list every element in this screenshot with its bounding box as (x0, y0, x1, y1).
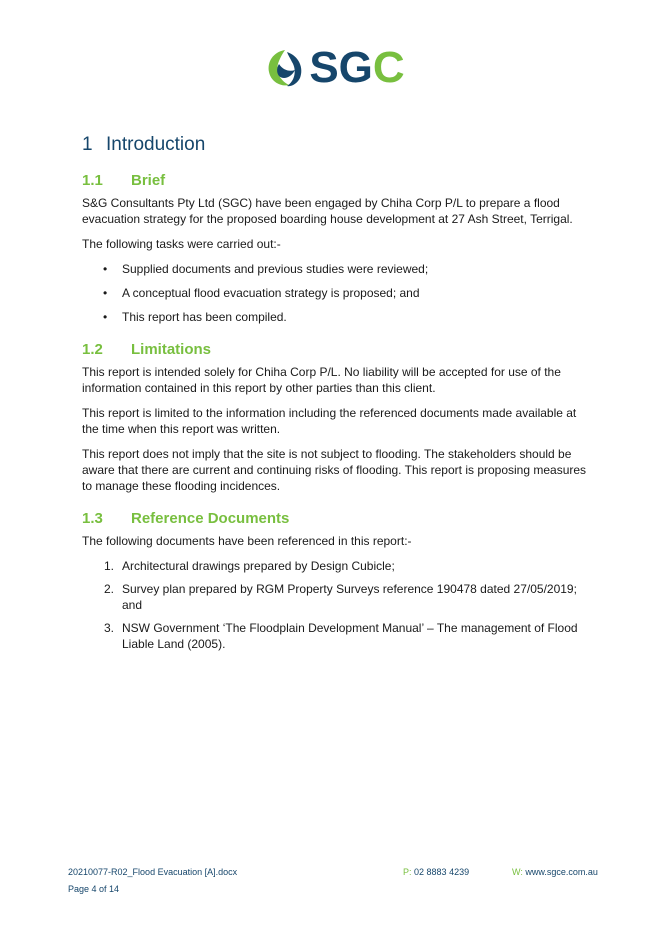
heading-introduction: 1 Introduction (82, 134, 206, 155)
brief-paragraph-1: S&G Consultants Pty Ltd (SGC) have been engaged by Chiha Corp P/L to prepare a flood evacuation strategy for the proposed boarding house development at 27 Ash Street, Terrigal. (82, 196, 573, 226)
list-item: 1. Architectural drawings prepared by Design Cubicle; (104, 559, 395, 573)
footer-phone: P: 02 8883 4239 (403, 867, 470, 877)
page-footer (68, 867, 608, 894)
references-list (82, 558, 594, 652)
footer-website: W: www.sgce.com.au (512, 867, 598, 877)
limitations-paragraph-3: This report does not imply that the site is not subject to flooding. The stakeholders should be aware that there are current and continuing risks of flooding. This report is proposing measures to manage these flooding incidences. (82, 447, 587, 493)
limitations-paragraph-2: This report is limited to the information including the referenced documents made available at the time when this report was written. (82, 406, 577, 436)
main-content (82, 134, 594, 659)
sgc-leaf-icon (265, 48, 305, 88)
tasks-list (82, 261, 594, 325)
list-item: • Supplied documents and previous studies were reviewed; (103, 262, 429, 276)
company-logo (0, 43, 670, 92)
heading-limitations: 1.2 Limitations (82, 341, 212, 358)
list-item: • This report has been compiled. (103, 310, 287, 324)
logo-wordmark: S G C (309, 43, 405, 92)
footer-filename: 20210077-R02_Flood Evacuation [A].docx (68, 867, 238, 877)
limitations-paragraph-1: This report is intended solely for Chiha Corp P/L. No liability will be accepted for use of the information contained in this report by other parties than this client. (82, 365, 561, 395)
references-intro: The following documents have been referenced in this report:- (82, 534, 412, 548)
heading-brief: 1.1 Brief (82, 172, 166, 189)
heading-reference-documents: 1.3 Reference Documents (82, 510, 290, 527)
footer-page-number: Page 4 of 14 (68, 884, 120, 894)
list-item: 2. Survey plan prepared by RGM Property Surveys reference 190478 dated 27/05/2019; and (104, 582, 577, 612)
list-item: • A conceptual flood evacuation strategy is proposed; and (103, 286, 420, 300)
brief-paragraph-2: The following tasks were carried out:- (82, 237, 281, 251)
list-item: 3. NSW Government ‘The Floodplain Development Manual’ – The management of Flood Liable Land (2005). (104, 621, 578, 651)
